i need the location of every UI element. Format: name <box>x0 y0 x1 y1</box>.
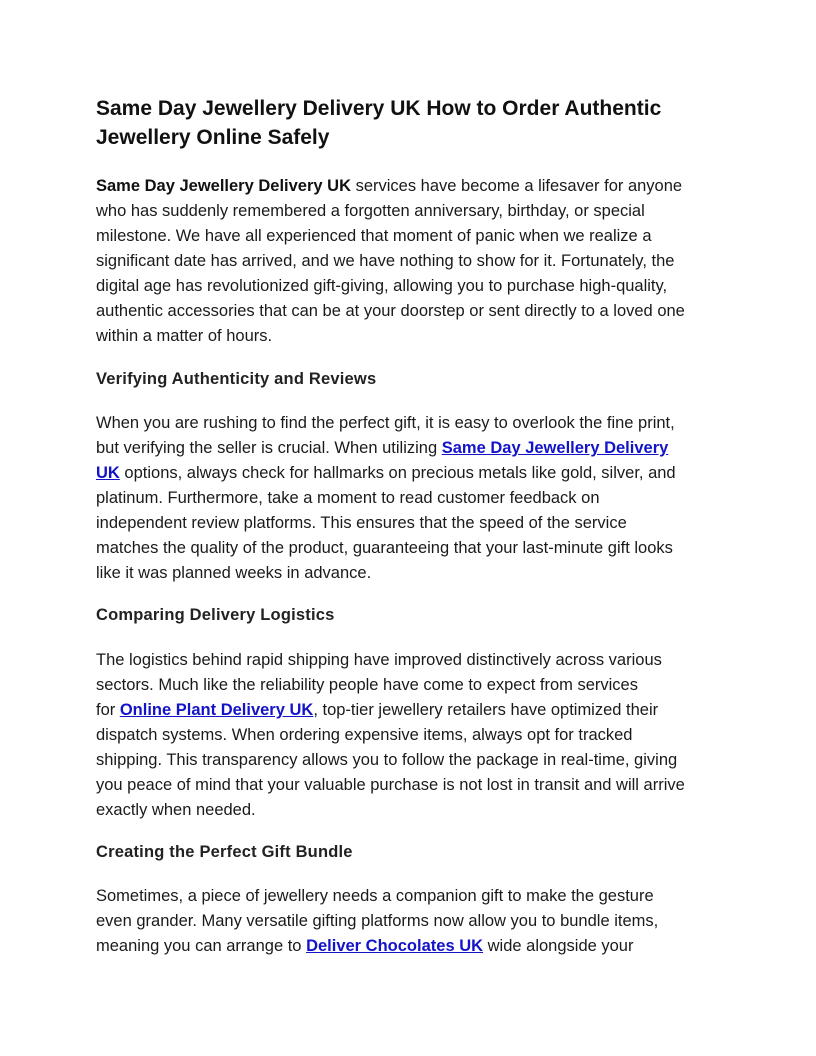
page-title <box>96 94 736 152</box>
text-line: shipping. This transparency allows you to follow the package in real-time, giving <box>96 751 678 769</box>
text-line: digital age has revolutionized gift-giving, allowing you to purchase high-quality, <box>96 277 668 295</box>
section-paragraph <box>96 411 736 586</box>
text-line: you peace of mind that your valuable purchase is not lost in transit and will arrive <box>96 776 685 794</box>
link-same-day-jewellery-delivery-uk[interactable]: Same Day Jewellery Delivery <box>441 439 669 457</box>
text-line: authentic accessories that can be at your doorstep or sent directly to a loved one <box>96 302 685 320</box>
text-line: within a matter of hours. <box>96 327 273 345</box>
text-line: who has suddenly remembered a forgotten anniversary, birthday, or special <box>96 202 645 220</box>
text-line: platinum. Furthermore, take a moment to read customer feedback on <box>96 489 600 507</box>
text-line: Sometimes, a piece of jewellery needs a companion gift to make the gesture <box>96 887 654 905</box>
section-heading: Verifying Authenticity and Reviews <box>96 370 377 388</box>
text: , top-tier jewellery retailers have optimized their <box>313 701 659 719</box>
text: services have become a lifesaver for anyone <box>351 177 683 195</box>
text-line: When you are rushing to find the perfect gift, it is easy to overlook the fine print, <box>96 414 675 432</box>
text-line: like it was planned weeks in advance. <box>96 564 372 582</box>
text: options, always check for hallmarks on precious metals like gold, silver, and <box>119 464 676 482</box>
intro-paragraph <box>96 174 736 349</box>
title-line: Jewellery Online Safely <box>96 126 330 149</box>
text: meaning you can arrange to <box>96 937 307 955</box>
text-line: dispatch systems. When ordering expensive items, always opt for tracked <box>96 726 633 744</box>
text-line: matches the quality of the product, guaranteeing that your last-minute gift looks <box>96 539 673 557</box>
section-paragraph <box>96 884 736 959</box>
text: but verifying the seller is crucial. When utilizing <box>96 439 442 457</box>
text-line: significant date has arrived, and we have nothing to show for it. Fortunately, the <box>96 252 675 270</box>
section-heading: Comparing Delivery Logistics <box>96 606 335 624</box>
text-line: even grander. Many versatile gifting platforms now allow you to bundle items, <box>96 912 659 930</box>
text: for <box>96 701 120 719</box>
section-paragraph <box>96 648 736 823</box>
link-same-day-jewellery-delivery-uk[interactable]: UK <box>96 464 120 482</box>
title-line: Same Day Jewellery Delivery UK How to Order Authentic <box>96 97 662 120</box>
text-line: exactly when needed. <box>96 801 256 819</box>
text: wide alongside your <box>483 937 634 955</box>
text-line: sectors. Much like the reliability people have come to expect from services <box>96 676 638 694</box>
text-line: The logistics behind rapid shipping have improved distinctively across various <box>96 651 662 669</box>
text-line: independent review platforms. This ensures that the speed of the service <box>96 514 627 532</box>
link-deliver-chocolates-uk[interactable]: Deliver Chocolates UK <box>306 937 484 955</box>
link-online-plant-delivery-uk[interactable]: Online Plant Delivery UK <box>119 701 314 719</box>
bold-lead: Same Day Jewellery Delivery UK <box>96 177 351 195</box>
section-heading: Creating the Perfect Gift Bundle <box>96 843 353 861</box>
text-line: milestone. We have all experienced that moment of panic when we realize a <box>96 227 652 245</box>
